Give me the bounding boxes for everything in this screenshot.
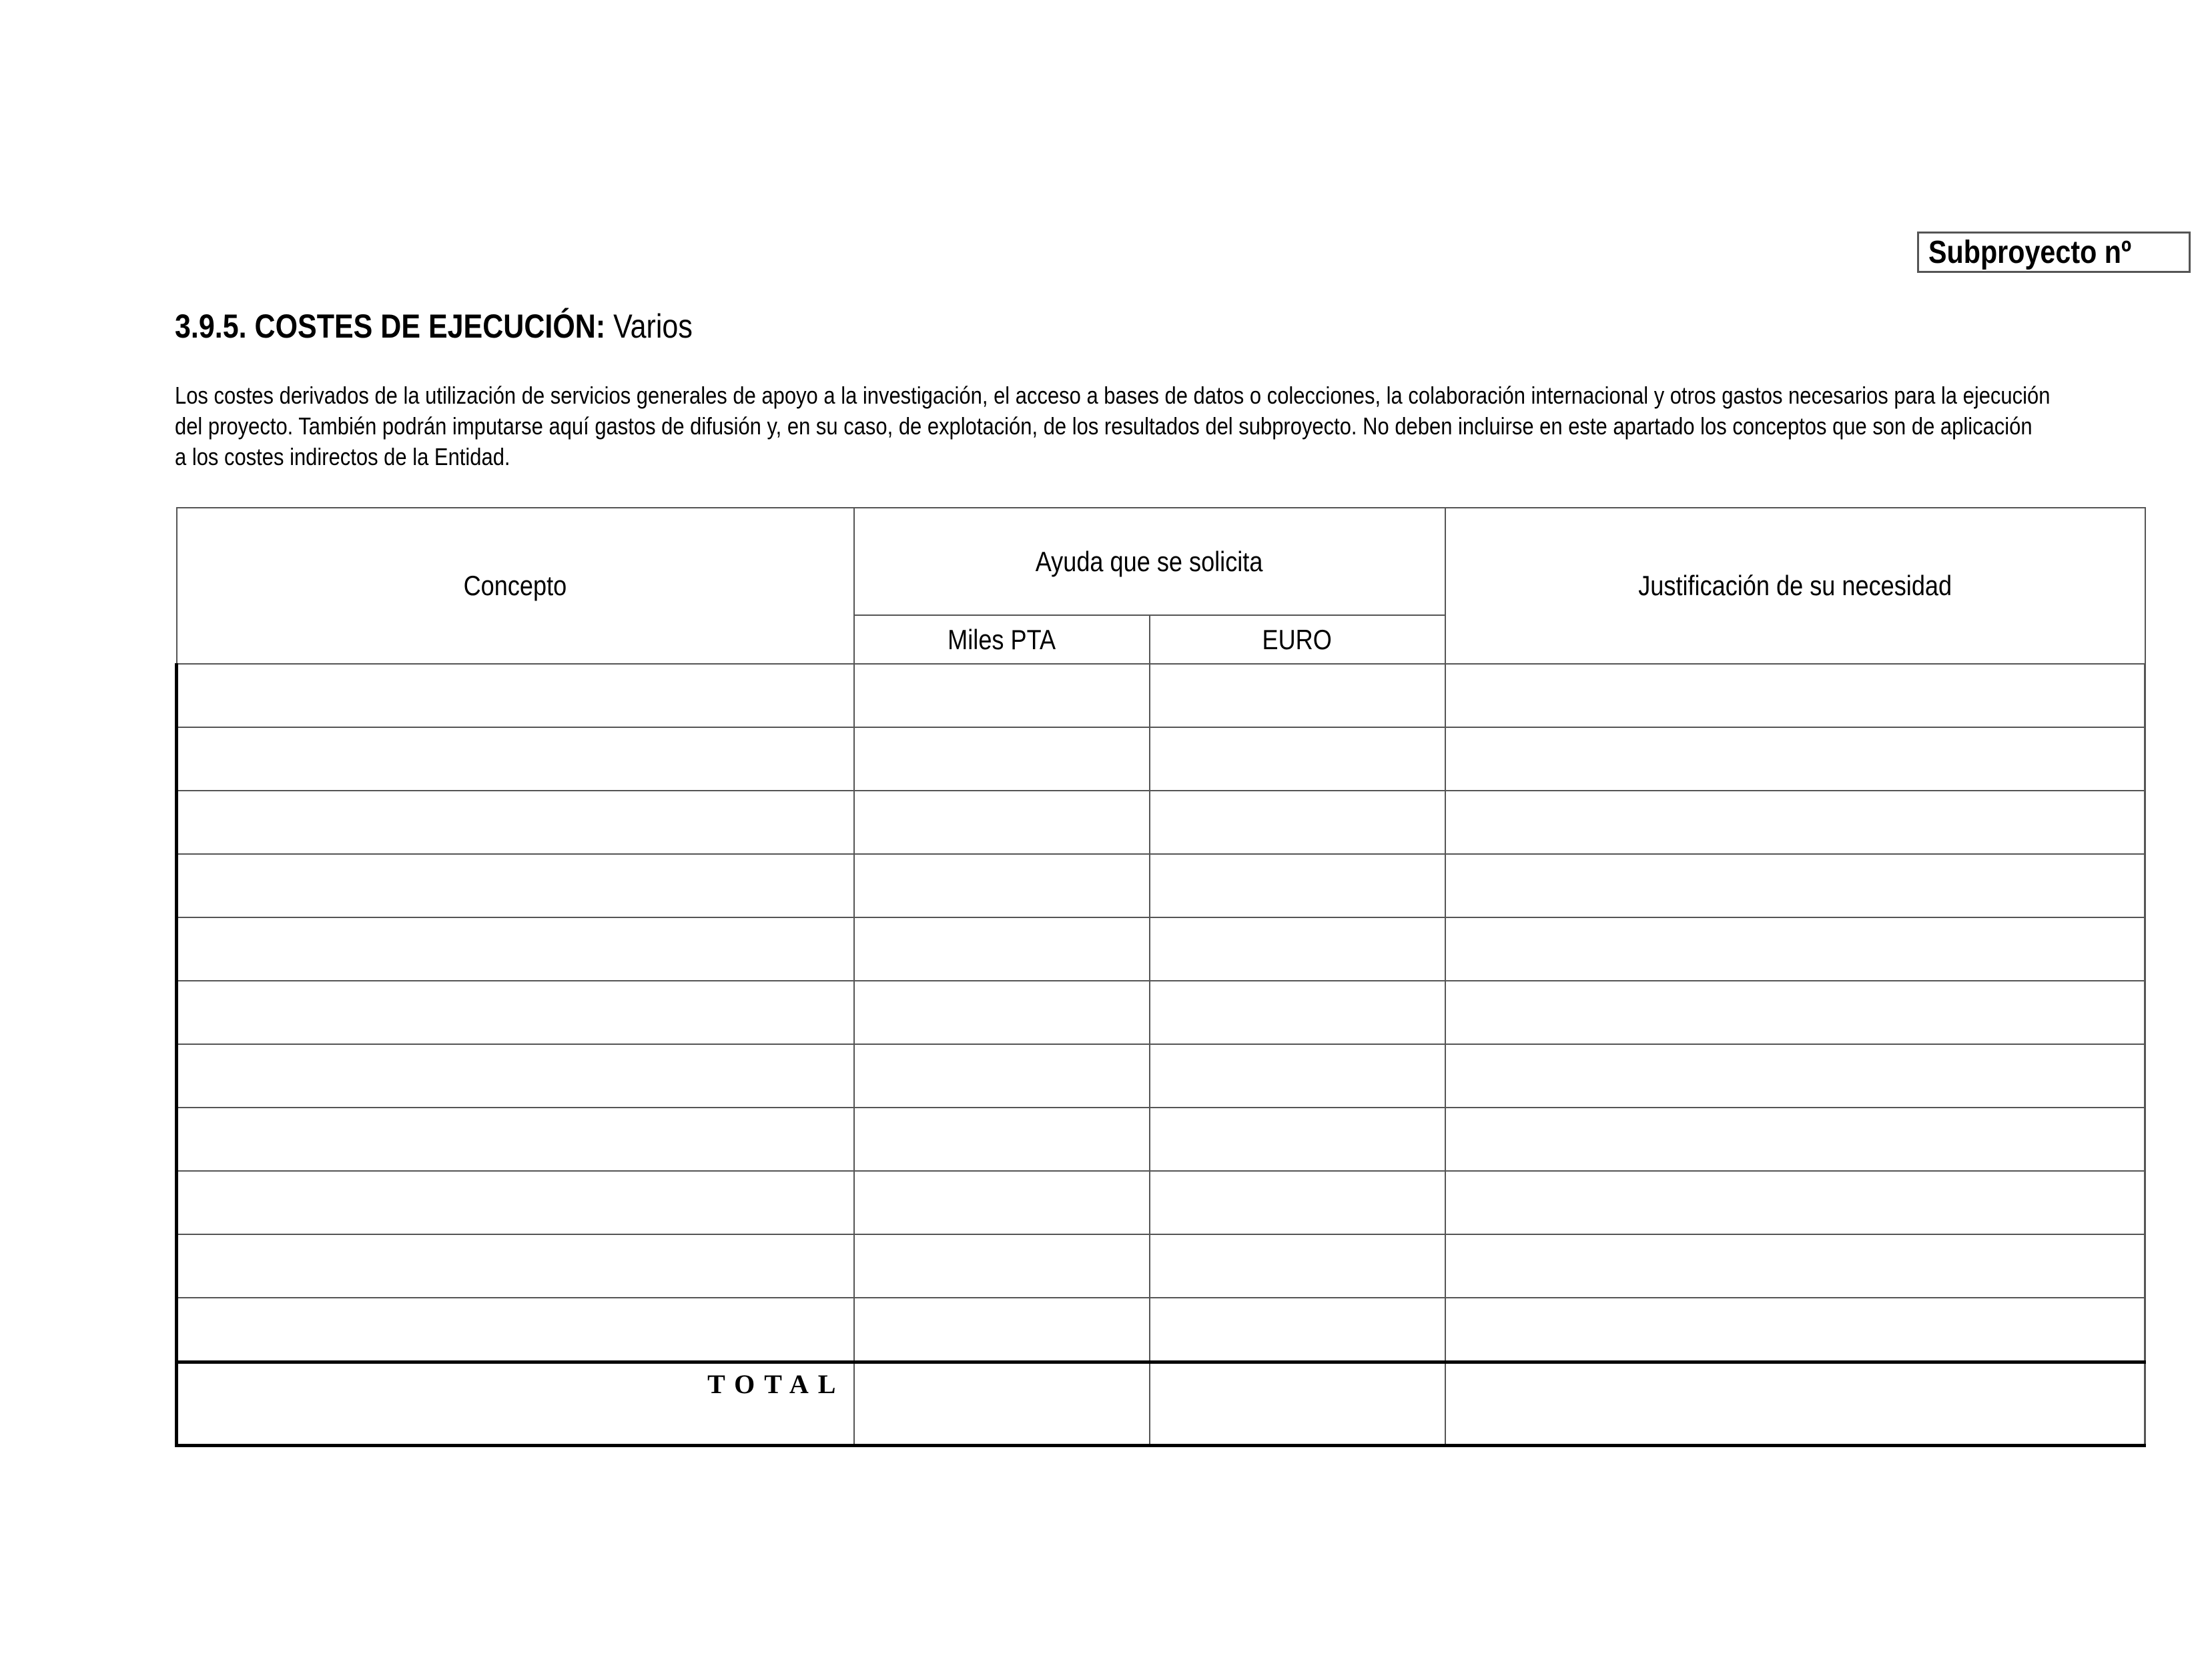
euro-cell[interactable] xyxy=(1150,791,1445,854)
section-description xyxy=(175,380,2206,472)
table-row xyxy=(177,1171,2145,1234)
header-concepto: Concepto xyxy=(177,508,854,664)
euro-cell[interactable] xyxy=(1150,1108,1445,1171)
miles-pta-cell[interactable] xyxy=(854,727,1150,791)
justificacion-cell[interactable] xyxy=(1445,854,2145,917)
total-miles-pta-cell[interactable] xyxy=(854,1362,1150,1446)
description-line: a los costes indirectos de la Entidad. xyxy=(175,443,510,470)
subproject-number-box[interactable] xyxy=(1917,232,2191,273)
euro-cell[interactable] xyxy=(1150,854,1445,917)
miles-pta-cell[interactable] xyxy=(854,917,1150,981)
section-number-title: 3.9.5. COSTES DE EJECUCIÓN: xyxy=(175,308,606,345)
euro-cell[interactable] xyxy=(1150,1298,1445,1362)
costs-table xyxy=(175,507,2146,1447)
concepto-cell[interactable] xyxy=(177,981,854,1044)
header-ayuda: Ayuda que se solicita xyxy=(854,508,1445,615)
total-label-cell xyxy=(177,1362,854,1446)
miles-pta-cell[interactable] xyxy=(854,854,1150,917)
euro-cell[interactable] xyxy=(1150,1171,1445,1234)
justificacion-cell[interactable] xyxy=(1445,1108,2145,1171)
justificacion-cell[interactable] xyxy=(1445,664,2145,727)
miles-pta-cell[interactable] xyxy=(854,1171,1150,1234)
table-row xyxy=(177,1044,2145,1108)
euro-cell[interactable] xyxy=(1150,727,1445,791)
miles-pta-cell[interactable] xyxy=(854,664,1150,727)
justificacion-cell[interactable] xyxy=(1445,1298,2145,1362)
euro-cell[interactable] xyxy=(1150,917,1445,981)
miles-pta-cell[interactable] xyxy=(854,1234,1150,1298)
section-subtitle: Varios xyxy=(613,308,693,345)
concepto-cell[interactable] xyxy=(177,727,854,791)
table-row xyxy=(177,854,2145,917)
table-row xyxy=(177,791,2145,854)
concepto-cell[interactable] xyxy=(177,1234,854,1298)
miles-pta-cell[interactable] xyxy=(854,791,1150,854)
justificacion-cell[interactable] xyxy=(1445,981,2145,1044)
justificacion-cell[interactable] xyxy=(1445,1234,2145,1298)
justificacion-cell[interactable] xyxy=(1445,791,2145,854)
table-row xyxy=(177,1234,2145,1298)
justificacion-cell[interactable] xyxy=(1445,917,2145,981)
concepto-cell[interactable] xyxy=(177,791,854,854)
euro-cell[interactable] xyxy=(1150,664,1445,727)
total-euro-cell[interactable] xyxy=(1150,1362,1445,1446)
total-label: TOTAL xyxy=(707,1369,845,1399)
total-row xyxy=(177,1362,2145,1446)
total-justificacion-cell[interactable] xyxy=(1445,1362,2145,1446)
table-row xyxy=(177,981,2145,1044)
table-row xyxy=(177,917,2145,981)
concepto-cell[interactable] xyxy=(177,854,854,917)
table-row xyxy=(177,1108,2145,1171)
miles-pta-cell[interactable] xyxy=(854,1108,1150,1171)
justificacion-cell[interactable] xyxy=(1445,1171,2145,1234)
concepto-cell[interactable] xyxy=(177,1108,854,1171)
euro-cell[interactable] xyxy=(1150,981,1445,1044)
concepto-cell[interactable] xyxy=(177,1298,854,1362)
section-title xyxy=(175,307,693,346)
header-justificacion: Justificación de su necesidad xyxy=(1445,508,2145,664)
concepto-cell[interactable] xyxy=(177,1171,854,1234)
table-row xyxy=(177,1298,2145,1362)
concepto-cell[interactable] xyxy=(177,917,854,981)
description-line: Los costes derivados de la utilización de servicios generales de apoyo a la investigación, el acceso a bases de datos o colecciones, la colaboración internacional y otros gastos necesarios para la ejecución xyxy=(175,382,2051,409)
concepto-cell[interactable] xyxy=(177,664,854,727)
euro-cell[interactable] xyxy=(1150,1234,1445,1298)
table-row xyxy=(177,664,2145,727)
justificacion-cell[interactable] xyxy=(1445,1044,2145,1108)
miles-pta-cell[interactable] xyxy=(854,981,1150,1044)
euro-cell[interactable] xyxy=(1150,1044,1445,1108)
description-line: del proyecto. También podrán imputarse aquí gastos de difusión y, en su caso, de explotación, de los resultados del subproyecto. No deben incluirse en este apartado los conceptos que son de aplicación xyxy=(175,412,2033,440)
miles-pta-cell[interactable] xyxy=(854,1044,1150,1108)
miles-pta-cell[interactable] xyxy=(854,1298,1150,1362)
concepto-cell[interactable] xyxy=(177,1044,854,1108)
justificacion-cell[interactable] xyxy=(1445,727,2145,791)
header-euro: EURO xyxy=(1150,615,1445,664)
table-row xyxy=(177,727,2145,791)
header-miles-pta: Miles PTA xyxy=(854,615,1150,664)
subproject-label: Subproyecto nº xyxy=(1928,234,2132,270)
